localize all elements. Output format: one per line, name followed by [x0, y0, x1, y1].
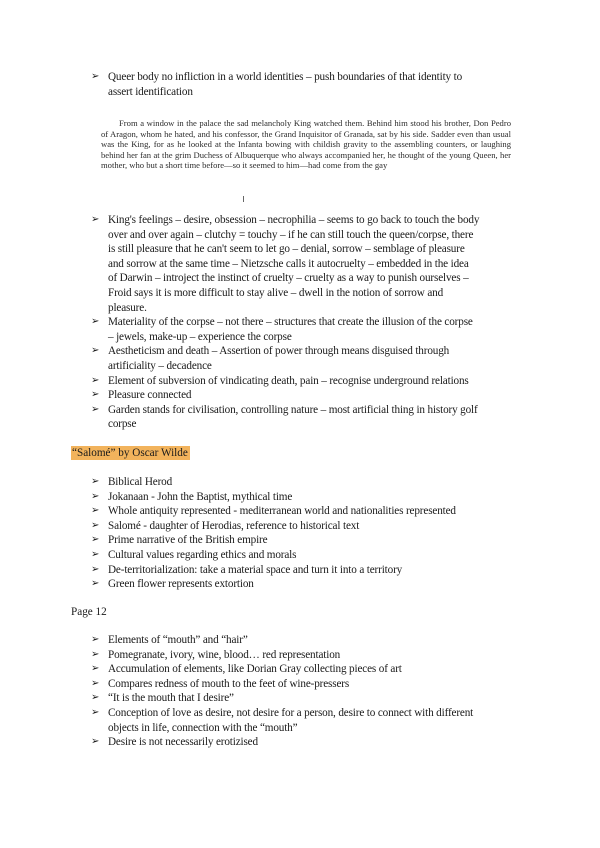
arrow-bullet-icon: ➢: [91, 692, 100, 704]
arrow-bullet-icon: ➢: [91, 634, 100, 645]
list-item-line: over and over again – clutchy = touchy – if he can still touch the queen/corpse, there: [108, 228, 474, 241]
list-item-line: artificiality – decadence: [108, 359, 212, 372]
list-item-line: assert identification: [108, 85, 193, 98]
list-item: [91, 533, 541, 548]
list-item-line: Jokanaan - John the Baptist, mythical time: [108, 490, 293, 503]
arrow-bullet-icon: ➢: [91, 374, 100, 386]
list-item-line: – jewels, make-up – experience the corpse: [108, 330, 292, 343]
list-item-line: objects in life, connection with the “mouth”: [108, 721, 298, 734]
list-item: [91, 315, 541, 344]
list-item: [91, 403, 541, 432]
list-item: [91, 374, 541, 389]
quote-text: From a window in the palace the sad melancholy King watched them. Behind him stood his brother, Don Pedro of Aragon, whom he hated, and his confessor, the Grand Inquisitor of Granada, sat by his side. Sadder even than usual was the King, for as he looked at the Infanta bowing with childish gravity to the assembling counters, or laughing behind her fan at the grim Duchess of Albuquerque who always accompanied her, he thought of the young Queen, her mother, who but a short time before—so it seemed to him—had come from the gay: [101, 118, 511, 171]
arrow-bullet-icon: ➢: [91, 563, 100, 575]
list-item: [91, 633, 541, 648]
list-item-line: pleasure.: [108, 301, 147, 314]
list-item: [91, 388, 541, 403]
list-item-line: Compares redness of mouth to the feet of wine-pressers: [108, 677, 350, 690]
list-item: [91, 563, 541, 578]
list-item: [91, 735, 541, 750]
list-item: [91, 213, 541, 315]
list-item-line: Desire is not necessarily erotizised: [108, 736, 258, 749]
arrow-bullet-icon: ➢: [91, 389, 100, 401]
list-item-line: is still pleasure that he can't seem to let go – denial, sorrow – semblage of pleasure: [108, 243, 465, 256]
bullet-list-page-12: [91, 633, 541, 750]
list-item-line: Green flower represents extortion: [108, 578, 254, 591]
list-item: [91, 577, 541, 592]
list-item-line: of Darwin – introject the instinct of cruelty – cruelty as a way to punish ourselves –: [108, 272, 469, 285]
arrow-bullet-icon: ➢: [91, 71, 100, 82]
list-item-line: Queer body no infliction in a world identities – push boundaries of that identity to: [108, 71, 463, 83]
list-item-line: Accumulation of elements, like Dorian Gray collecting pieces of art: [108, 663, 402, 676]
arrow-bullet-icon: ➢: [91, 736, 100, 748]
list-item-line: Prime narrative of the British empire: [108, 534, 268, 547]
list-item-line: Conception of love as desire, not desire for a person, desire to connect with different: [108, 706, 474, 719]
bullet-list-kings-feelings: [91, 213, 541, 432]
list-item: [91, 519, 541, 534]
list-item-line: and sorrow at the same time – Nietzsche calls it autocruelty – embedded in the idea: [108, 257, 469, 270]
list-item-line: Elements of “mouth” and “hair”: [108, 634, 248, 646]
quote-crop-mark: [243, 196, 244, 202]
list-item-line: Salomé - daughter of Herodias, reference to historical text: [108, 519, 360, 532]
list-item: [91, 662, 541, 677]
list-item: [91, 548, 541, 563]
list-item-line: King's feelings – desire, obsession – necrophilia – seems to go back to touch the body: [108, 214, 480, 226]
list-item: [91, 706, 541, 735]
arrow-bullet-icon: ➢: [91, 505, 100, 517]
arrow-bullet-icon: ➢: [91, 519, 100, 531]
arrow-bullet-icon: ➢: [91, 345, 100, 357]
list-item-line: “It is the mouth that I desire”: [108, 692, 234, 705]
arrow-bullet-icon: ➢: [91, 548, 100, 560]
list-item-line: corpse: [108, 418, 137, 431]
list-item: [91, 490, 541, 505]
quoted-excerpt: [101, 118, 511, 204]
list-item-line: Whole antiquity represented - mediterranean world and nationalities represented: [108, 505, 456, 518]
list-item-line: Cultural values regarding ethics and morals: [108, 548, 297, 561]
arrow-bullet-icon: ➢: [91, 648, 100, 660]
arrow-bullet-icon: ➢: [91, 663, 100, 675]
list-item-line: Element of subversion of vindicating death, pain – recognise underground relations: [108, 374, 469, 387]
list-item: [91, 344, 541, 373]
list-item-line: Aestheticism and death – Assertion of power through means disguised through: [108, 345, 450, 358]
list-item-line: Garden stands for civilisation, controlling nature – most artificial thing in history golf: [108, 403, 478, 416]
bullet-list-queer-body: [91, 70, 541, 99]
list-item-line: De-territorialization: take a material space and turn it into a territory: [108, 563, 403, 576]
arrow-bullet-icon: ➢: [91, 706, 100, 718]
bullet-list-salome: [91, 475, 541, 592]
list-item: [91, 691, 541, 706]
list-item: [91, 504, 541, 519]
list-item: [91, 70, 541, 99]
list-item: [91, 475, 541, 490]
section-heading-salome: “Salomé” by Oscar Wilde: [72, 447, 188, 459]
arrow-bullet-icon: ➢: [91, 534, 100, 546]
list-item-line: Pleasure connected: [108, 389, 192, 402]
arrow-bullet-icon: ➢: [91, 490, 100, 502]
arrow-bullet-icon: ➢: [91, 316, 100, 328]
arrow-bullet-icon: ➢: [91, 476, 100, 487]
page-label: Page 12: [71, 606, 107, 618]
list-item-line: Froid says it is more difficult to stay alive – dwell in the notion of sorrow and: [108, 286, 444, 299]
list-item-line: Pomegranate, ivory, wine, blood… red representation: [108, 648, 341, 661]
arrow-bullet-icon: ➢: [91, 403, 100, 415]
list-item: [91, 677, 541, 692]
list-item: [91, 648, 541, 663]
list-item-line: Materiality of the corpse – not there – structures that create the illusion of the corpse: [108, 316, 473, 329]
list-item-line: Biblical Herod: [108, 476, 173, 488]
arrow-bullet-icon: ➢: [91, 214, 100, 225]
arrow-bullet-icon: ➢: [91, 578, 100, 590]
arrow-bullet-icon: ➢: [91, 677, 100, 689]
